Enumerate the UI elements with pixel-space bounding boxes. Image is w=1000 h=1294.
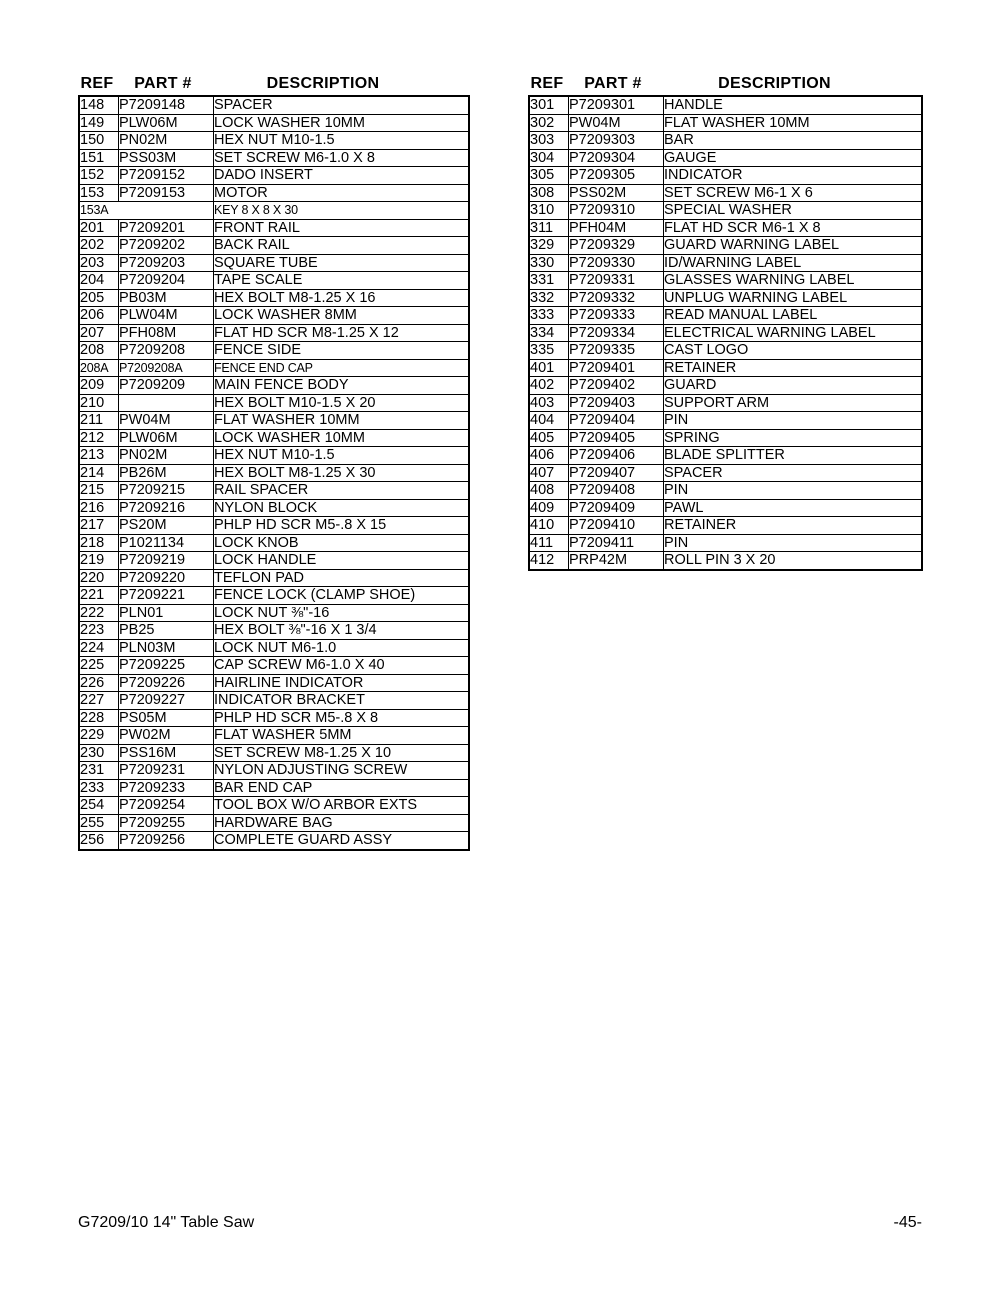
table-row [79,412,469,430]
ref-cell: 411 [529,534,569,552]
part-number-cell: P7209216 [119,499,214,517]
table-row [529,429,922,447]
table-row [529,167,922,185]
description-cell: TAPE SCALE [214,272,470,290]
description-cell: GLASSES WARNING LABEL [664,272,923,290]
table-row [79,237,469,255]
ref-cell: 256 [79,832,119,850]
description-cell: PHLP HD SCR M5-.8 X 15 [214,517,470,535]
part-number-cell: P7209401 [569,359,664,377]
description-cell: FENCE END CAP [214,359,470,377]
part-number-cell: P7209203 [119,254,214,272]
parts-table-right [528,95,923,571]
part-number-cell: P7209407 [569,464,664,482]
table-row [529,464,922,482]
part-number-cell: P7209406 [569,447,664,465]
part-number-cell: P7209148 [119,96,214,114]
description-cell: FLAT WASHER 10MM [664,114,923,132]
table-row [79,324,469,342]
table-row [79,202,469,220]
ref-cell: 229 [79,727,119,745]
table-row [79,272,469,290]
ref-cell: 310 [529,202,569,220]
table-row [529,534,922,552]
table-row [529,96,922,114]
part-number-cell: PS05M [119,709,214,727]
ref-cell: 227 [79,692,119,710]
description-cell: SUPPORT ARM [664,394,923,412]
part-number-cell: P1021134 [119,534,214,552]
table-row [79,814,469,832]
table-row [79,359,469,377]
part-number-cell: P7209304 [569,149,664,167]
ref-cell: 209 [79,377,119,395]
table-row [529,412,922,430]
part-number-cell: P7209204 [119,272,214,290]
ref-cell: 308 [529,184,569,202]
description-cell: SPACER [214,96,470,114]
description-cell: ELECTRICAL WARNING LABEL [664,324,923,342]
ref-cell: 228 [79,709,119,727]
ref-cell: 329 [529,237,569,255]
table-row [529,149,922,167]
part-number-cell: P7209226 [119,674,214,692]
ref-cell: 402 [529,377,569,395]
parts-table-left [78,95,470,851]
ref-cell: 153 [79,184,119,202]
parts-table-section-left [78,70,470,851]
table-row [79,832,469,850]
table-row [79,307,469,325]
part-number-cell: PLW04M [119,307,214,325]
ref-cell: 212 [79,429,119,447]
part-number-cell: PW02M [119,727,214,745]
table-row [79,604,469,622]
description-cell: HEX NUT M10-1.5 [214,132,470,150]
part-number-cell: PFH04M [569,219,664,237]
table-row [529,482,922,500]
ref-cell: 226 [79,674,119,692]
part-number-cell: P7209233 [119,779,214,797]
ref-cell: 153A [79,202,214,220]
part-number-cell: P7209201 [119,219,214,237]
part-number-cell: P7209227 [119,692,214,710]
table-row [529,552,922,570]
part-number-cell: P7209333 [569,307,664,325]
description-cell: DADO INSERT [214,167,470,185]
table-row [529,324,922,342]
table-row [79,149,469,167]
part-number-cell: PSS03M [119,149,214,167]
part-number-cell: PSS02M [569,184,664,202]
description-cell: BLADE SPLITTER [664,447,923,465]
ref-cell: 254 [79,797,119,815]
part-number-cell: P7209331 [569,272,664,290]
description-cell: NYLON BLOCK [214,499,470,517]
table-row [79,622,469,640]
description-cell: HEX BOLT ⅜"-16 X 1 3/4 [214,622,470,640]
ref-cell: 222 [79,604,119,622]
ref-cell: 201 [79,219,119,237]
part-number-cell: P7209231 [119,762,214,780]
ref-cell: 150 [79,132,119,150]
table-row [529,272,922,290]
description-cell: UNPLUG WARNING LABEL [664,289,923,307]
part-number-cell: PLN01 [119,604,214,622]
description-column-header: DESCRIPTION [718,75,831,92]
table-row [79,744,469,762]
description-cell: LOCK WASHER 10MM [214,429,470,447]
part-number-cell: P7209152 [119,167,214,185]
description-cell: SET SCREW M6-1 X 6 [664,184,923,202]
description-cell: PIN [664,412,923,430]
part-number-cell: P7209305 [569,167,664,185]
table-row [529,219,922,237]
ref-cell: 230 [79,744,119,762]
description-cell: FLAT HD SCR M6-1 X 8 [664,219,923,237]
part-number-cell: P7209220 [119,569,214,587]
ref-cell: 409 [529,499,569,517]
part-number-cell: P7209408 [569,482,664,500]
description-cell: HEX BOLT M10-1.5 X 20 [214,394,470,412]
ref-cell: 334 [529,324,569,342]
table-row [529,254,922,272]
description-cell: FENCE LOCK (CLAMP SHOE) [214,587,470,605]
table-row [79,114,469,132]
ref-cell: 206 [79,307,119,325]
ref-cell: 213 [79,447,119,465]
description-cell: SET SCREW M8-1.25 X 10 [214,744,470,762]
part-number-cell: P7209332 [569,289,664,307]
footer-page-number: -45- [893,1214,922,1231]
description-cell: SET SCREW M6-1.0 X 8 [214,149,470,167]
table-column-headers [78,70,470,95]
ref-cell: 208A [79,359,119,377]
table-row [79,167,469,185]
table-row [79,447,469,465]
table-row [79,762,469,780]
table-column-headers [528,70,923,95]
part-number-cell: P7209221 [119,587,214,605]
table-row [79,587,469,605]
table-row [529,394,922,412]
ref-cell: 335 [529,342,569,360]
ref-cell: 215 [79,482,119,500]
part-number-cell: P7209409 [569,499,664,517]
table-row [79,639,469,657]
table-row [79,779,469,797]
ref-cell: 202 [79,237,119,255]
table-row [79,552,469,570]
table-row [79,482,469,500]
ref-cell: 404 [529,412,569,430]
description-cell: PIN [664,534,923,552]
part-number-cell: PLW06M [119,114,214,132]
ref-cell: 305 [529,167,569,185]
parts-table-section-right [528,70,923,571]
table-row [529,499,922,517]
part-number-cell: P7209334 [569,324,664,342]
part-number-cell: P7209219 [119,552,214,570]
ref-cell: 330 [529,254,569,272]
ref-cell: 205 [79,289,119,307]
ref-cell: 408 [529,482,569,500]
ref-cell: 217 [79,517,119,535]
description-cell: RAIL SPACER [214,482,470,500]
description-cell: KEY 8 X 8 X 30 [214,202,470,220]
part-number-cell: P7209256 [119,832,214,850]
table-row [79,289,469,307]
ref-cell: 231 [79,762,119,780]
description-cell: LOCK WASHER 8MM [214,307,470,325]
ref-cell: 401 [529,359,569,377]
table-row [529,342,922,360]
description-cell: SPECIAL WASHER [664,202,923,220]
table-row [529,237,922,255]
description-cell: LOCK NUT M6-1.0 [214,639,470,657]
ref-cell: 412 [529,552,569,570]
footer-document-title: G7209/10 14" Table Saw [78,1214,255,1231]
part-number-cell: P7209329 [569,237,664,255]
part-number-cell: P7209303 [569,132,664,150]
table-row [529,184,922,202]
part-number-cell: P7209301 [569,96,664,114]
description-cell: SPRING [664,429,923,447]
ref-cell: 331 [529,272,569,290]
ref-cell: 151 [79,149,119,167]
part-number-cell: P7209410 [569,517,664,535]
table-row [529,377,922,395]
part-number-cell: P7209310 [569,202,664,220]
table-row [79,132,469,150]
part-number-cell: P7209402 [569,377,664,395]
part-number-column-header: PART # [134,75,192,92]
description-cell: HAIRLINE INDICATOR [214,674,470,692]
description-cell: INDICATOR [664,167,923,185]
table-row [79,534,469,552]
description-cell: LOCK NUT ⅜"-16 [214,604,470,622]
description-cell: MAIN FENCE BODY [214,377,470,395]
part-number-cell: PW04M [569,114,664,132]
part-number-cell: PW04M [119,412,214,430]
ref-cell: 203 [79,254,119,272]
table-row [529,132,922,150]
description-cell: HEX BOLT M8-1.25 X 16 [214,289,470,307]
part-number-cell [119,394,214,412]
ref-cell: 148 [79,96,119,114]
ref-cell: 152 [79,167,119,185]
description-cell: PHLP HD SCR M5-.8 X 8 [214,709,470,727]
ref-cell: 405 [529,429,569,447]
description-cell: ID/WARNING LABEL [664,254,923,272]
part-number-cell: PLW06M [119,429,214,447]
part-number-cell: PLN03M [119,639,214,657]
description-cell: TEFLON PAD [214,569,470,587]
table-row [79,517,469,535]
description-cell: LOCK WASHER 10MM [214,114,470,132]
description-cell: HEX NUT M10-1.5 [214,447,470,465]
ref-cell: 149 [79,114,119,132]
table-row [79,692,469,710]
description-cell: FLAT HD SCR M8-1.25 X 12 [214,324,470,342]
ref-cell: 225 [79,657,119,675]
description-cell: BAR [664,132,923,150]
ref-cell: 224 [79,639,119,657]
description-cell: FRONT RAIL [214,219,470,237]
description-cell: HANDLE [664,96,923,114]
ref-cell: 208 [79,342,119,360]
table-row [79,377,469,395]
part-number-cell: P7209254 [119,797,214,815]
part-number-cell: PB25 [119,622,214,640]
part-number-cell: P7209404 [569,412,664,430]
description-cell: GUARD WARNING LABEL [664,237,923,255]
description-cell: BAR END CAP [214,779,470,797]
description-cell: FENCE SIDE [214,342,470,360]
ref-cell: 406 [529,447,569,465]
ref-cell: 303 [529,132,569,150]
ref-cell: 211 [79,412,119,430]
description-cell: MOTOR [214,184,470,202]
table-row [529,202,922,220]
table-row [79,96,469,114]
description-cell: LOCK HANDLE [214,552,470,570]
description-cell: BACK RAIL [214,237,470,255]
description-cell: GUARD [664,377,923,395]
part-number-cell: P7209255 [119,814,214,832]
ref-cell: 333 [529,307,569,325]
table-row [529,447,922,465]
table-row [79,254,469,272]
part-number-cell: PFH08M [119,324,214,342]
ref-cell: 410 [529,517,569,535]
part-number-cell: P7209208A [119,359,214,377]
ref-column-header: REF [80,75,114,92]
part-number-cell: P7209330 [569,254,664,272]
part-number-cell: P7209403 [569,394,664,412]
part-number-cell: PRP42M [569,552,664,570]
ref-cell: 311 [529,219,569,237]
ref-cell: 407 [529,464,569,482]
part-number-cell: P7209208 [119,342,214,360]
description-cell: LOCK KNOB [214,534,470,552]
part-number-cell: P7209225 [119,657,214,675]
description-cell: NYLON ADJUSTING SCREW [214,762,470,780]
description-cell: GAUGE [664,149,923,167]
description-cell: SPACER [664,464,923,482]
ref-cell: 219 [79,552,119,570]
ref-cell: 218 [79,534,119,552]
part-number-column-header: PART # [584,75,642,92]
table-row [529,307,922,325]
table-row [79,342,469,360]
part-number-cell: PSS16M [119,744,214,762]
ref-cell: 221 [79,587,119,605]
description-cell: TOOL BOX W/O ARBOR EXTS [214,797,470,815]
table-row [79,709,469,727]
description-cell: CAST LOGO [664,342,923,360]
description-cell: COMPLETE GUARD ASSY [214,832,470,850]
description-cell: HARDWARE BAG [214,814,470,832]
ref-cell: 220 [79,569,119,587]
ref-cell: 403 [529,394,569,412]
page-footer [78,1214,922,1232]
ref-cell: 332 [529,289,569,307]
table-row [529,289,922,307]
part-number-cell: P7209405 [569,429,664,447]
description-cell: ROLL PIN 3 X 20 [664,552,923,570]
description-cell: READ MANUAL LABEL [664,307,923,325]
table-row [529,114,922,132]
table-row [529,517,922,535]
description-column-header: DESCRIPTION [266,75,380,92]
table-row [79,727,469,745]
description-cell: FLAT WASHER 10MM [214,412,470,430]
table-row [79,394,469,412]
ref-cell: 210 [79,394,119,412]
ref-cell: 216 [79,499,119,517]
table-row [79,797,469,815]
part-number-cell: P7209411 [569,534,664,552]
table-row [79,184,469,202]
ref-cell: 304 [529,149,569,167]
table-row [79,674,469,692]
table-row [79,499,469,517]
ref-cell: 233 [79,779,119,797]
ref-cell: 214 [79,464,119,482]
ref-cell: 301 [529,96,569,114]
part-number-cell: P7209209 [119,377,214,395]
ref-cell: 223 [79,622,119,640]
ref-cell: 207 [79,324,119,342]
description-cell: PIN [664,482,923,500]
table-row [79,569,469,587]
table-row [79,657,469,675]
part-number-cell: PS20M [119,517,214,535]
table-row [79,219,469,237]
description-cell: RETAINER [664,517,923,535]
description-cell: HEX BOLT M8-1.25 X 30 [214,464,470,482]
part-number-cell: PN02M [119,132,214,150]
ref-cell: 255 [79,814,119,832]
part-number-cell: P7209202 [119,237,214,255]
part-number-cell: P7209215 [119,482,214,500]
part-number-cell: PB03M [119,289,214,307]
description-cell: PAWL [664,499,923,517]
part-number-cell: P7209153 [119,184,214,202]
table-row [79,464,469,482]
ref-cell: 204 [79,272,119,290]
table-row [529,359,922,377]
table-row [79,429,469,447]
description-cell: CAP SCREW M6-1.0 X 40 [214,657,470,675]
description-cell: FLAT WASHER 5MM [214,727,470,745]
ref-column-header: REF [530,75,564,92]
ref-cell: 302 [529,114,569,132]
description-cell: RETAINER [664,359,923,377]
description-cell: INDICATOR BRACKET [214,692,470,710]
part-number-cell: PN02M [119,447,214,465]
description-cell: SQUARE TUBE [214,254,470,272]
part-number-cell: P7209335 [569,342,664,360]
part-number-cell: PB26M [119,464,214,482]
